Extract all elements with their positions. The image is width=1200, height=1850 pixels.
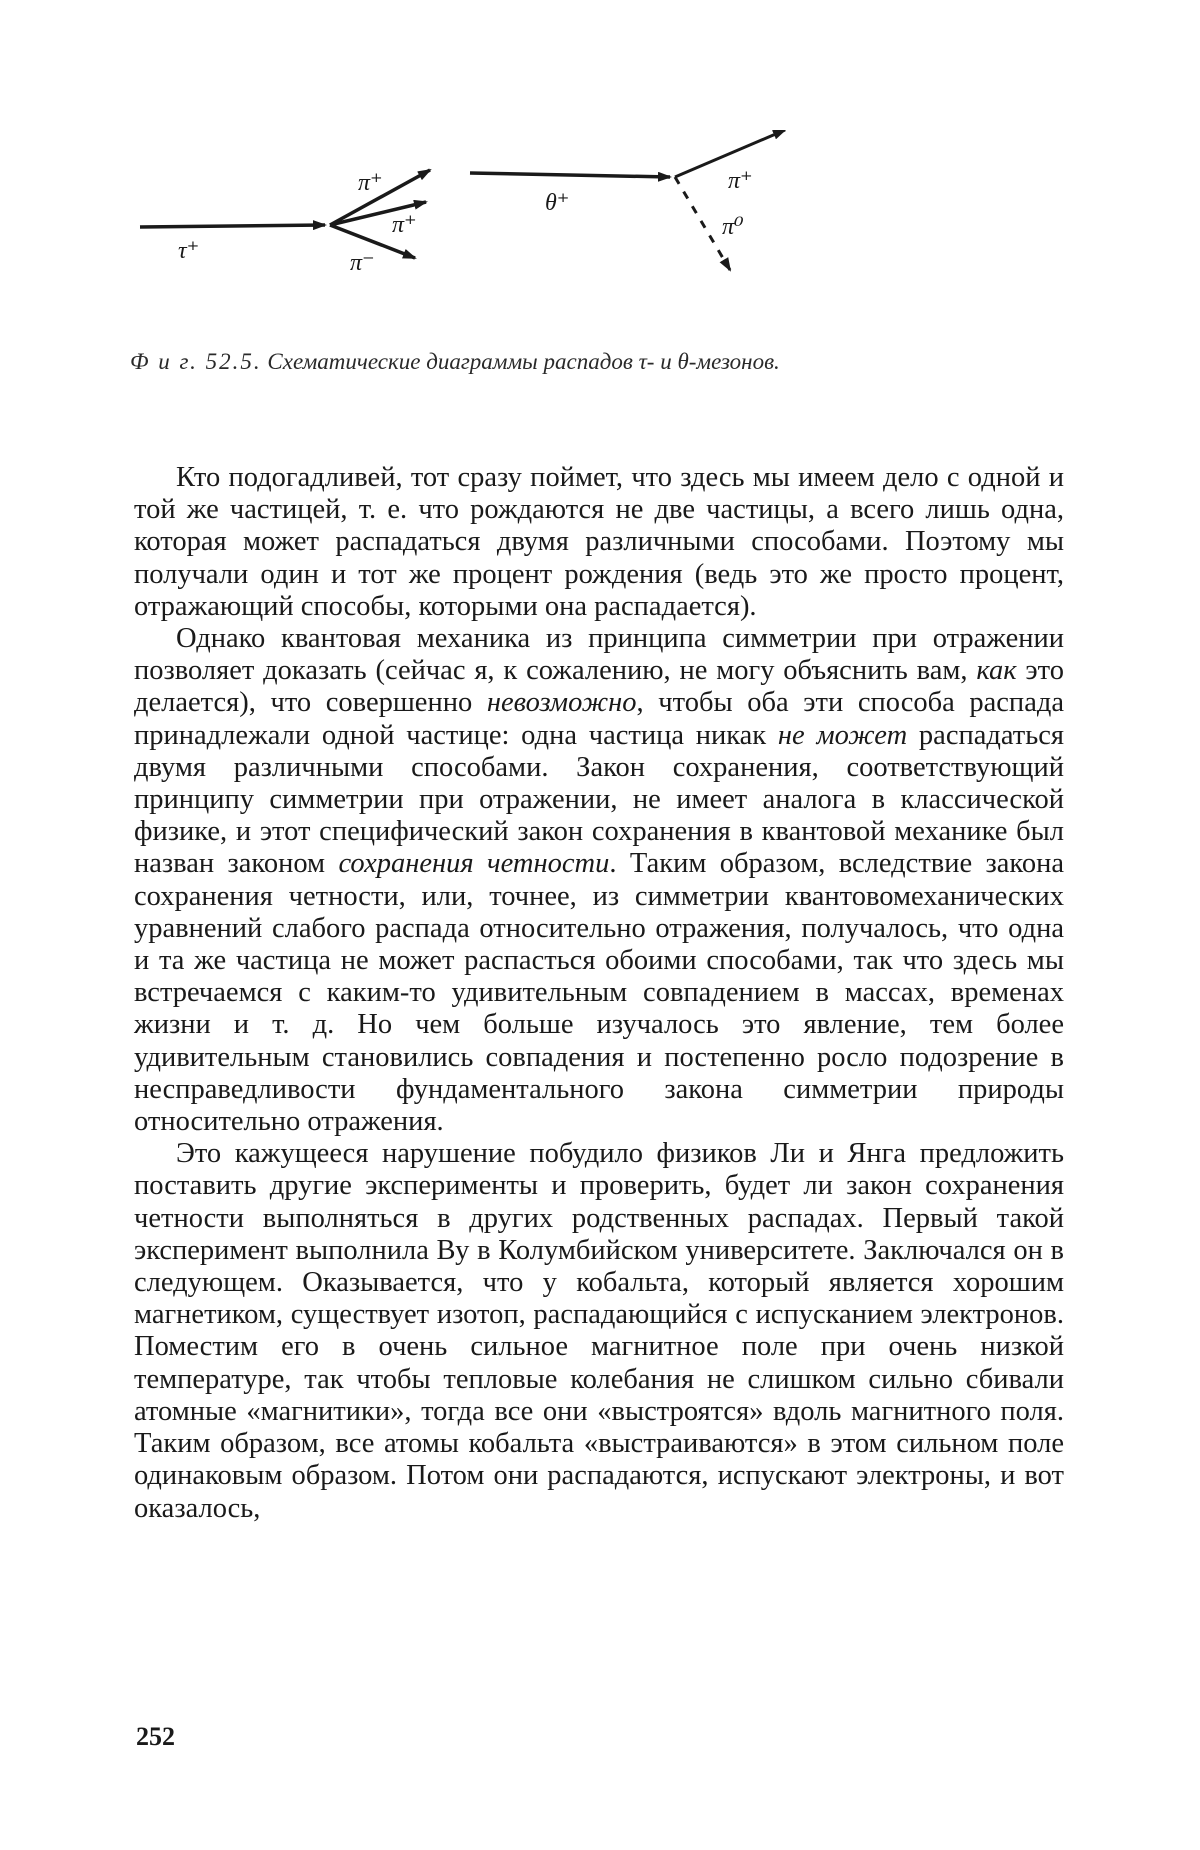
text-run: . Таким образом, вследствие закона сохранения четности, или, точнее, из симметрии квантовомеханических уравнений слабого распада относительно отражения, получалось, что одна и та же частица не может распасться обоими способами, так что здесь мы встречаемся с каким-то удивительным совпадением в массах, временах жизни и т. д. Но чем больше изучалось это явление, тем более удивительным становились совпадения и постепенно росло подозрение в несправедливости фундаментального закона симметрии природы относительно отражения. — [134, 848, 1064, 1138]
emphasis-text: не может — [777, 719, 908, 751]
page-number: 252 — [136, 1722, 175, 1751]
text-run: распадаться двумя различными способами. Закон сохранения, соответствующий принципу симметрии при отражении, не имеет аналога в классической физике, и этот специфический закон сохранения в квантовой механике был назван законом — [134, 719, 1064, 880]
decay-diagram — [130, 130, 830, 330]
text-run: Это кажущееся нарушение побудило физиков Ли и Янга предложить поставить другие эксперименты и проверить, будет ли закон сохранения четности выполняться в других родственных распадах. Первый такой эксперимент выполнила Ву в Колумбийском университете. Заключался он в следующем. Оказывается, что у кобальта, который является хорошим магнетиком, существует изотоп, распадающийся с испусканием электронов. Поместим его в очень сильное магнитное поле при очень низкой температуре, так чтобы тепловые колебания не слишком сильно сбивали атомные «магнитики», тогда все они «выстроятся» вдоль магнитного поля. Таким образом, все атомы кобальта «выстраиваются» в этом сильном поле одинаковым образом. Потом они распадаются, испускают электроны, и вот оказалось, — [134, 1138, 1064, 1524]
emphasis-text: невозможно — [486, 687, 637, 719]
emphasis-text: как — [976, 655, 1017, 687]
paragraph — [134, 462, 1064, 623]
label-pi-zero: π⁰ — [722, 214, 744, 240]
figure-caption-text: Схематические диаграммы распадов τ- и θ-мезонов. — [267, 349, 780, 374]
label-pi-plus-upper: π⁺ — [358, 170, 383, 196]
emphasis-text: сохранения четности — [338, 848, 610, 880]
text-run: , чтобы оба эти способа распада принадлежали одной частице: одна частица никак — [134, 687, 1064, 751]
label-theta-plus: θ⁺ — [545, 190, 570, 216]
label-pi-plus-right: π⁺ — [728, 168, 753, 194]
text-run: Кто подогадливей, тот сразу поймет, что здесь мы имеем дело с одной и той же частицей, т. е. что рождаются не две частицы, а всего лишь одна, которая может распадаться двумя различными способами. Поэтому мы получали один и тот же процент рождения (ведь это же просто процент, отражающий способы, которыми она распадается). — [134, 462, 1064, 622]
tau-incoming-line — [140, 225, 325, 227]
paragraph — [134, 623, 1064, 1138]
text-run: Однако квантовая механика из принципа симметрии при отражении позволяет доказать (сейчас я, к сожалению, не могу объяснить вам, — [134, 623, 1064, 687]
figure-caption-label: Ф и г. 52.5. — [130, 349, 262, 374]
paragraph — [134, 1138, 1064, 1524]
label-tau-plus: τ⁺ — [178, 238, 200, 264]
figure-caption — [130, 348, 790, 376]
label-pi-plus-middle: π⁺ — [392, 212, 417, 238]
text-run: это делается), что совершенно — [134, 655, 1064, 719]
decay-diagram-figure — [130, 130, 830, 330]
theta-incoming-line — [470, 173, 670, 177]
label-pi-minus: π⁻ — [350, 250, 375, 276]
body-text — [134, 462, 1064, 1525]
